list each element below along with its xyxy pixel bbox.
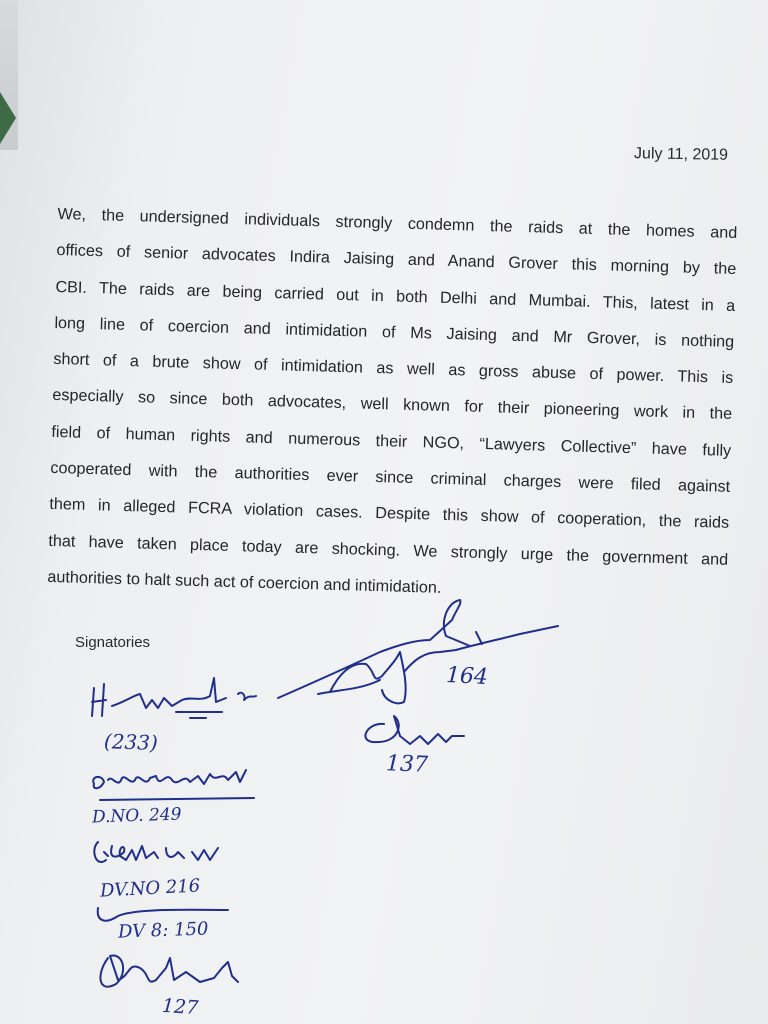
body-line: short of a brute show of intimidation as well as gross abuse of power. This is xyxy=(53,350,734,388)
body-line: cooperated with the authorities ever since criminal charges were filed against xyxy=(50,458,731,496)
body-line: long line of coercion and intimidation of Ms Jaising and Mr Grover, is nothing xyxy=(54,313,735,351)
signature-2-underline xyxy=(100,798,254,800)
signature-1-number: (233) xyxy=(103,729,159,755)
signature-4-number: DV 8: 150 xyxy=(117,918,209,943)
body-line: offices of senior advocates Indira Jaising and Anand Grover this morning by the xyxy=(56,241,737,279)
body-line: that have taken place today are shocking. We strongly urge the government and xyxy=(48,531,729,569)
signature-2-number: D.NO. 249 xyxy=(91,804,182,828)
signature-7-number: 137 xyxy=(385,751,429,778)
signature-1-underline xyxy=(176,712,222,718)
signature-5-number: 127 xyxy=(161,994,199,1020)
body-line: authorities to halt such act of coercion and intimidation. xyxy=(47,567,442,597)
signature-6-scrawl xyxy=(278,600,558,703)
signatories-label: Signatories xyxy=(75,634,151,651)
body-line: field of human rights and numerous their NGO, “Lawyers Collective” have fully xyxy=(51,422,732,460)
signature-5-scrawl xyxy=(100,956,238,987)
signature-1-scrawl xyxy=(92,678,256,716)
signature-6-number: 164 xyxy=(445,662,489,691)
signature-2-scrawl xyxy=(93,770,246,788)
body-line: We, the undersigned individuals strongly condemn the raids at the homes and xyxy=(57,204,738,242)
signature-6-extra xyxy=(318,680,380,694)
signature-3-number: DV.NO 216 xyxy=(99,875,201,902)
signature-3-scrawl xyxy=(94,842,218,862)
body-line: CBI. The raids are being carried out in both Delhi and Mumbai. This, latest in a xyxy=(55,277,736,315)
signature-4-brace xyxy=(98,908,228,921)
signature-7-scrawl xyxy=(365,716,464,744)
letter-date: July 11, 2019 xyxy=(633,145,729,164)
body-line: especially so since both advocates, well known for their pioneering work in the xyxy=(52,386,733,424)
body-line: them in alleged FCRA violation cases. Despite this show of cooperation, the raids xyxy=(49,495,730,533)
